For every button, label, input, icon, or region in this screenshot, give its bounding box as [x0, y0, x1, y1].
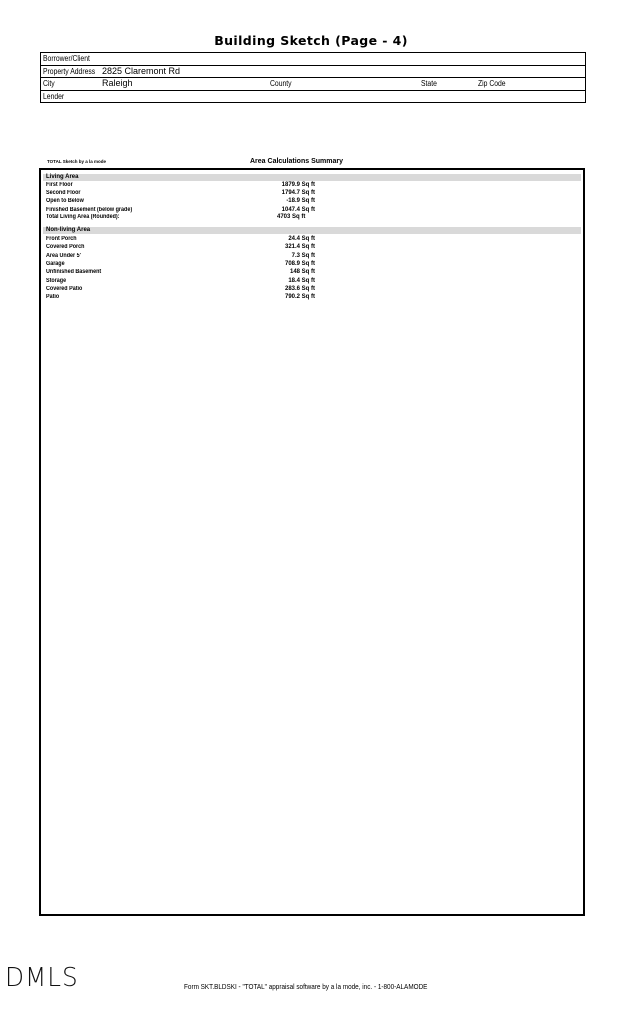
nonliving-row-value: 148 Sq ft	[289, 269, 315, 275]
nonliving-row-label: Unfinished Basement	[46, 269, 102, 275]
city-row	[41, 78, 585, 91]
property-header-table	[40, 52, 586, 103]
nonliving-row-value: 708.9 Sq ft	[284, 261, 315, 267]
nonliving-row-label: Storage	[46, 278, 67, 284]
living-row-label: Finished Basement (below grade)	[46, 207, 133, 213]
total-living-area-value: 4703 Sq ft	[277, 214, 306, 220]
total-living-area-label: Total Living Area (Rounded):	[46, 214, 120, 220]
city-label: City	[43, 79, 55, 88]
living-row-value: -18.9 Sq ft	[286, 198, 315, 204]
county-label: County	[270, 79, 292, 88]
living-row-value: 1047.4 Sq ft	[281, 207, 315, 213]
area-summary-title: Area Calculations Summary	[250, 158, 343, 165]
city-value: Raleigh	[102, 78, 133, 88]
nonliving-row-value: 790.2 Sq ft	[284, 294, 315, 300]
zip-code-label: Zip Code	[478, 79, 506, 88]
form-footer: Form SKT.BLDSKI - "TOTAL" appraisal software by a la mode, inc. - 1-800-ALAMODE	[184, 982, 428, 991]
nonliving-row-label: Covered Patio	[46, 286, 83, 292]
borrower-row	[41, 53, 585, 66]
area-calculations-frame	[39, 168, 585, 916]
lender-row	[41, 91, 585, 103]
nonliving-row-value: 7.3 Sq ft	[291, 253, 315, 259]
lender-label: Lender	[43, 91, 65, 101]
nonliving-row-label: Front Porch	[46, 236, 77, 242]
dmls-logo: DMLS	[5, 963, 79, 993]
sketch-brand-label: TOTAL Sketch by a la mode	[47, 159, 107, 164]
living-row-value: 1879.9 Sq ft	[281, 182, 315, 188]
living-row-label: Second Floor	[46, 190, 81, 196]
nonliving-area-title: Non-living Area	[46, 227, 91, 233]
living-area-title: Living Area	[46, 174, 79, 180]
page-title: Building Sketch (Page - 4)	[214, 33, 408, 48]
nonliving-row-value: 24.4 Sq ft	[288, 236, 315, 242]
nonliving-area-header-bar	[43, 227, 581, 234]
state-label: State	[421, 79, 437, 88]
nonliving-row-value: 321.4 Sq ft	[284, 244, 315, 250]
living-row-label: First Floor	[46, 182, 73, 188]
property-address-row	[41, 66, 585, 79]
living-area-header-bar	[43, 174, 581, 181]
borrower-label: Borrower/Client	[43, 54, 90, 63]
nonliving-row-label: Patio	[46, 294, 60, 300]
living-row-label: Open to Below	[46, 198, 84, 204]
nonliving-row-label: Covered Porch	[46, 244, 85, 250]
property-address-value: 2825 Claremont Rd	[102, 65, 181, 76]
living-row-value: 1794.7 Sq ft	[281, 190, 315, 196]
nonliving-row-value: 18.4 Sq ft	[288, 278, 315, 284]
nonliving-row-label: Garage	[46, 261, 65, 267]
nonliving-row-value: 283.6 Sq ft	[284, 286, 315, 292]
nonliving-row-label: Area Under 5'	[46, 253, 81, 259]
property-address-label: Property Address	[43, 66, 96, 76]
